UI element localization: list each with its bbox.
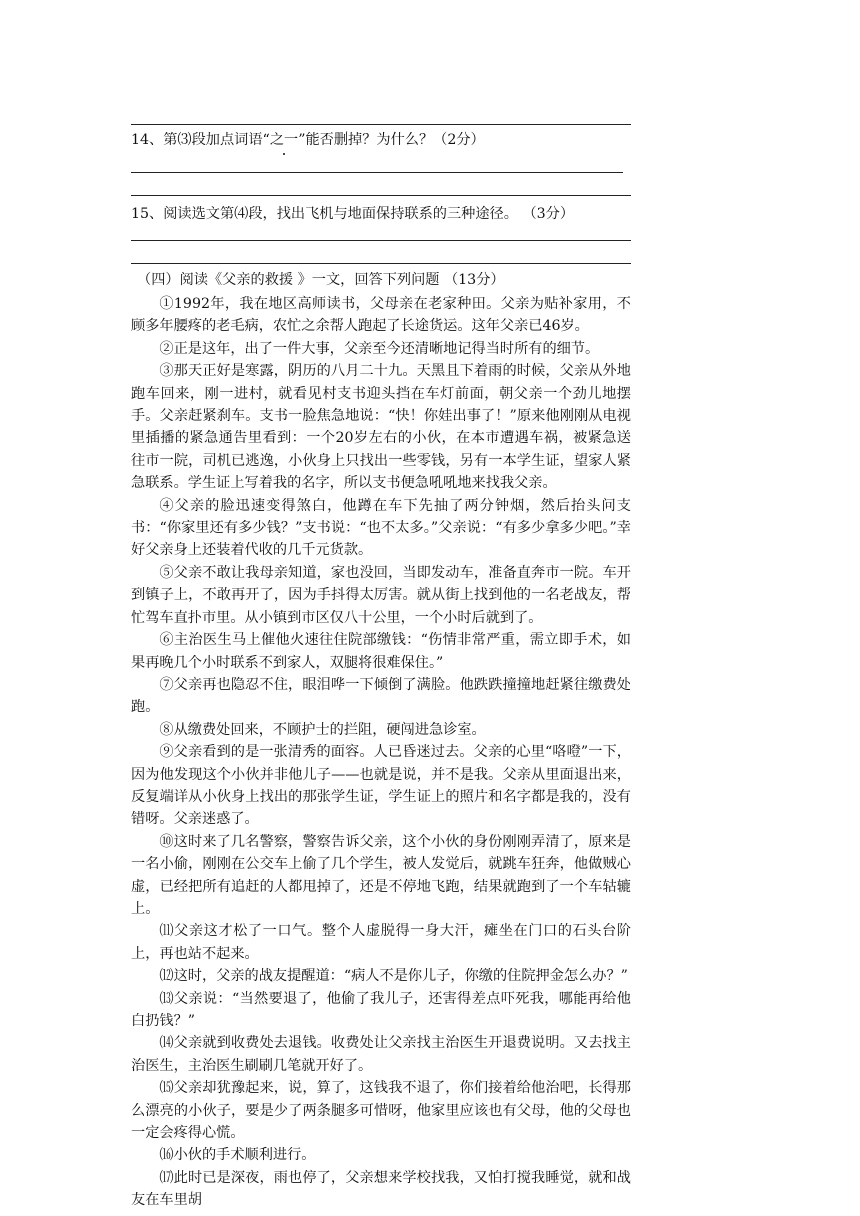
paragraph: ⒂父亲却犹豫起来，说，算了，这钱我不退了，你们接着给他治吧，长得那么漂亮的小伙子，要是少了两条腿多可惜呀，他家里应该也有父母，他的父母也一定会疼得心慌。 (131, 1080, 631, 1142)
answer-line (131, 263, 631, 264)
answer-line (131, 124, 631, 125)
paragraph: ⒃小伙的手术顺利进行。 (159, 1147, 316, 1164)
answer-line (131, 195, 631, 196)
paragraph: ⑿这时，父亲的战友提醒道：“病人不是你儿子，你缴的住院押金怎么办？” (159, 968, 628, 985)
question-15: 15、阅读选文第⑷段，找出飞机与地面保持联系的三种途径。 （3分） (131, 206, 575, 222)
paragraph: ⑦父亲再也隐忍不住，眼泪哗一下倾倒了满脸。他跌跌撞撞地赶紧往缴费处跑。 (131, 676, 631, 716)
paragraph: ⑨父亲看到的是一张清秀的面容。人已昏迷过去。父亲的心里“咯噔”一下，因为他发现这个小伙并非他儿子——也就是说，并不是我。父亲从里面退出来，反复端详从小伙身上找出的那张学生证，学生证上的照片和名字都是我的，没有错呀。父亲迷惑了。 (131, 744, 631, 828)
section-heading: （四）阅读《父亲的救援 》一文，回答下列问题 （13分） (137, 272, 505, 288)
paragraph: ③那天正好是寒露，阴历的八月二十九。天黑且下着雨的时候，父亲从外地跑车回来，刚一进村，就看见村支书迎头挡在车灯前面，朝父亲一个劲儿地摆手。父亲赶紧刹车。支书一脸焦急地说：“快！你娃出事了！”原来他刚刚从电视里插播的紧急通告里看到：一个20岁左右的小伙，在本市遭遇车祸，被紧急送往市一院，司机已逃逸，小伙身上只找出一些零钱，另有一本学生证，望家人紧急联系。学生证上写着我的名字，所以支书便急吼吼地来找我父亲。 (131, 363, 631, 492)
paragraph: ②正是这年，出了一件大事，父亲至今还清晰地记得当时所有的细节。 (159, 340, 600, 357)
paragraph: ⑥主治医生马上催他火速往住院部缴钱：“伤情非常严重，需立即手术，如果再晚几个小时联系不到家人，双腿将很难保住。” (131, 632, 631, 671)
paragraph: ⒀父亲说：“当然要退了，他偷了我儿子，还害得差点吓死我，哪能再给他白扔钱？” (131, 990, 631, 1029)
reading-passage (131, 293, 631, 1212)
paragraph: ⑤父亲不敢让我母亲知道，家也没回，当即发动车，准备直奔市一院。车开到镇子上，不敢再开了，因为手抖得太厉害。就从街上找到他的一名老战友，帮忙驾车直扑市里。从小镇到市区仅八十公里，一个小时后就到了。 (131, 564, 631, 626)
answer-line (131, 240, 631, 241)
paragraph: ④父亲的脸迅速变得煞白，他蹲在车下先抽了两分钟烟，然后抬头问支书：“你家里还有多少钱？”支书说：“也不太多。”父亲说：“有多少拿多少吧。”幸好父亲身上还装着代收的几千元货款。 (131, 497, 631, 559)
paragraph: ⒄此时已是深夜，雨也停了，父亲想来学校找我，又怕打搅我睡觉，就和战友在车里胡 (131, 1169, 631, 1209)
answer-line (131, 172, 623, 173)
paragraph: ⑾父亲这才松了一口气。整个人虚脱得一身大汗，瘫坐在门口的石头台阶上，再也站不起来。 (131, 923, 631, 962)
paragraph: ①1992年，我在地区高师读书，父母亲在老家种田。父亲为贴补家用，不顾多年腰疼的老毛病，农忙之余帮人跑起了长途货运。这年父亲已46岁。 (131, 296, 631, 335)
paragraph: ⑧从缴费处回来，不顾护士的拦阻，硬闯进急诊室。 (159, 721, 486, 738)
dotted-word: 之一 (269, 132, 299, 148)
question-14-text-start: 14、第⑶段加点词语“ (131, 132, 270, 148)
question-14-text-end: ”能否删掉？为什么？（2分） (298, 132, 485, 148)
paragraph: ⒁父亲就到收费处去退钱。收费处让父亲找主治医生开退费说明。又去找主治医生，主治医生刷刷几笔就开好了。 (131, 1035, 631, 1074)
question-14 (131, 130, 485, 150)
paragraph: ⑩这时来了几名警察，警察告诉父亲，这个小伙的身份刚刚弄清了，原来是一名小偷，刚刚在公交车上偷了几个学生，被人发觉后，就跳车狂奔，他做贼心虚，已经把所有追赶的人都甩掉了，还是不停地飞跑，结果就跑到了一个车轱辘上。 (131, 833, 631, 917)
